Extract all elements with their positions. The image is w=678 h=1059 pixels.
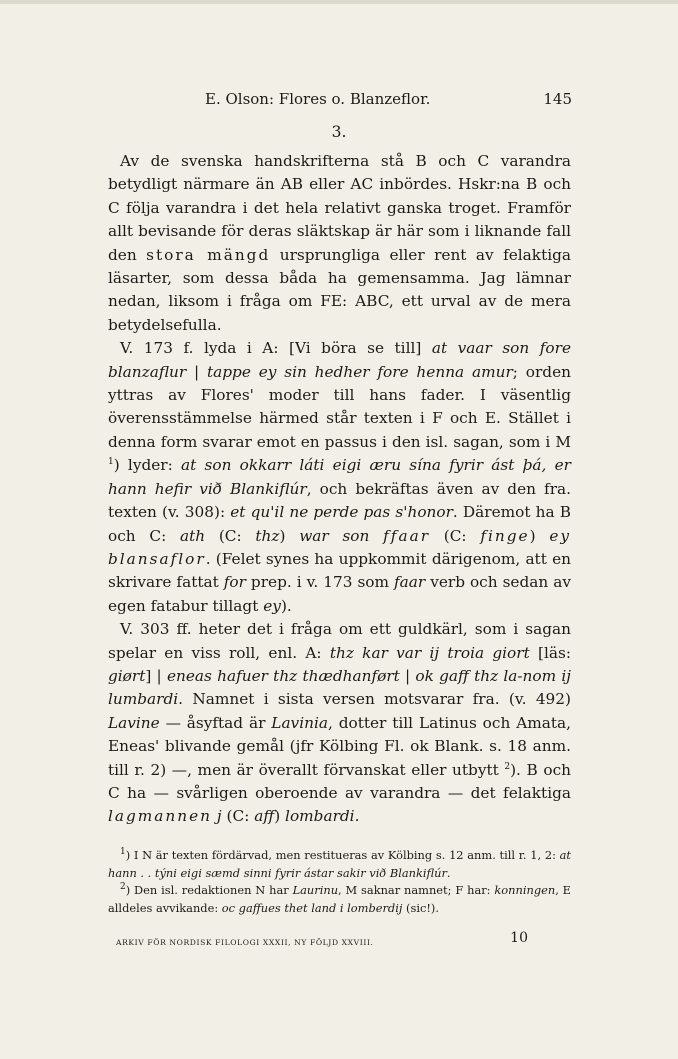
journal-signature: ARKIV FÖR NORDISK FILOLOGI XXXII, NY FÖLJD XXVIII. — [116, 938, 374, 947]
body-text — [108, 150, 571, 829]
footnote-1: $^1$) I N är texten fördärvad, men restitueras av Kölbing s. 12 anm. till r. 1, 2: at hann . . týni eigi sæmd sinni fyrir ástar sakir við Blankiflúr. — [108, 847, 571, 880]
signature-number: 10 — [510, 930, 528, 946]
paragraph-1: Av de svenska handskrifterna stå B och C varandra betydligt närmare än AB eller AC inbördes. Hskr:na B och C följa varandra i det hela relativt ganska troget. Framför allt bevisande för deras släktskap är här som i liknande fall den stora mängd ursprungliga eller rent av felaktiga läsarter, som dessa båda ha gemensamma. Jag lämnar nedan, liksom i fråga om FE: ABC, ett urval av de mera betydelsefulla. — [108, 152, 572, 334]
page-edge — [0, 0, 678, 4]
footnotes — [108, 847, 571, 917]
paragraph-2: V. 173 f. lyda i A: [Vi böra se till] at vaar son fore blanzaflur | tappe ey sin hedher fore henna amur; orden yttras av Flores' moder till hans fader. I väsentlig överensstämmelse härmed står texten i F och E. Stället i denna form svarar emot en passus i den isl. sagan, som i M $^1$) lyder: at son okkarr láti eigi æru sína fyrir ást þá, er hann hefir við Blankiflúr, och bekräftas även av den fra. texten (v. 308): et qu'il ne perde pas s'honor. Däremot ha B och C: ath (C: thz) war son ffaar (C: finge) ey blansaflor. (Felet synes ha uppkommit därigenom, att en skrivare fattat for prep. i v. 173 som faar verb och sedan av egen fatabur tillagt ey). — [108, 339, 572, 615]
section-number: 3. — [331, 123, 347, 141]
footnote-2: $^2$) Den isl. redaktionen N har Laurinu, M saknar namnet; F har: konningen, E alldeles avvikande: oc gaffues thet land i lomberdij (sic!). — [108, 882, 571, 915]
signature-line — [116, 930, 528, 950]
page-number: 145 — [543, 90, 572, 108]
running-title: E. Olson: Flores o. Blanzeflor. — [205, 90, 431, 108]
footnote-ref-1: 1 — [108, 457, 114, 468]
running-header — [205, 90, 572, 110]
paragraph-3: V. 303 ff. heter det i fråga om ett guldkärl, som i sagan spelar en viss roll, enl. A: thz kar var ij troia giort [läs: giørt] | eneas hafuer thz thædhanført | ok gaff thz la-nom ij lumbardi. Namnet i sista versen motsvarar fra. (v. 492) Lavine — åsyftad är Lavinia, dotter till Latinus och Amata, Eneas' blivande gemål (jfr Kölbing Fl. ok Blank. s. 18 anm. till r. 2) —, men är överallt förvanskat eller utbytt $^2$). B och C ha — svårligen oberoende av varandra — det felaktiga lagmannen j (C: aff) lombardi. — [108, 620, 571, 826]
footnote-ref-2: 2 — [504, 761, 511, 772]
